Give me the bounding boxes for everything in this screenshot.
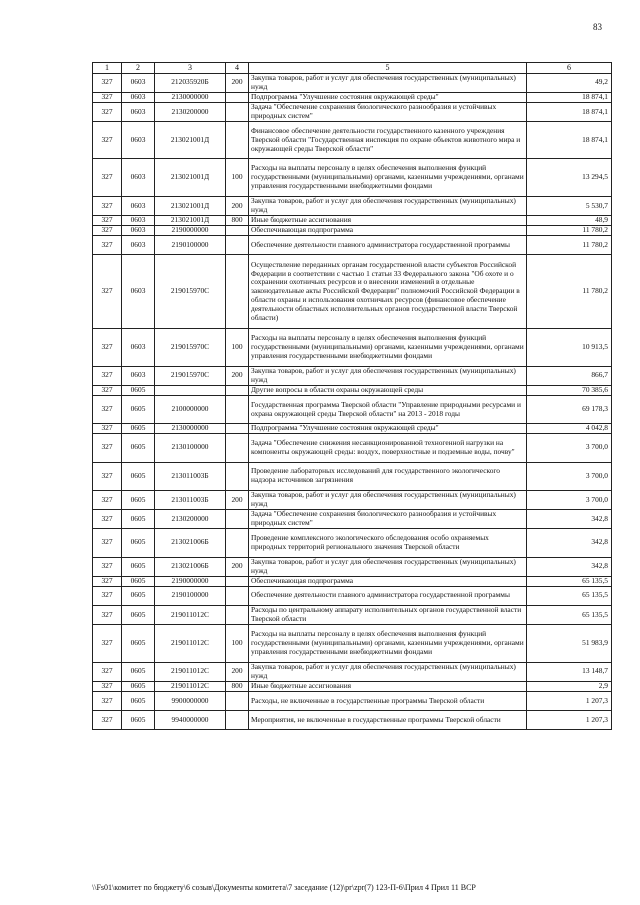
col-amount: 65 135,5 (527, 586, 612, 605)
col-section: 0605 (122, 510, 155, 529)
col-section: 0605 (122, 462, 155, 490)
col-target-article: 219015970С (155, 255, 226, 329)
table-row (93, 691, 612, 710)
col-amount: 18 874,1 (527, 92, 612, 102)
col-amount: 10 913,5 (527, 329, 612, 366)
col-amount: 70 385,6 (527, 385, 612, 395)
col-chapter: 327 (93, 102, 122, 121)
col-expense-type (226, 92, 249, 102)
col-chapter: 327 (93, 92, 122, 102)
table-row (93, 510, 612, 529)
col-expense-type (226, 529, 249, 557)
col-section: 0605 (122, 711, 155, 730)
col-chapter: 327 (93, 434, 122, 462)
col-section: 0605 (122, 557, 155, 576)
col-target-article (155, 385, 226, 395)
col-expense-type (226, 385, 249, 395)
col-amount: 4 042,8 (527, 424, 612, 434)
table-row (93, 92, 612, 102)
col-expense-type (226, 395, 249, 423)
table-row (93, 196, 612, 215)
col-chapter: 327 (93, 557, 122, 576)
col-expense-type: 100 (226, 625, 249, 662)
footer-path: \\Fs01\комитет по бюджету\6 созыв\Документы комитета\7 заседание (12)\pr\zpr(7) 123-П-6\Прил 4 Прил 11 ВСР (92, 883, 476, 892)
col-section: 0603 (122, 226, 155, 236)
col-amount: 2,9 (527, 681, 612, 691)
col-chapter: 327 (93, 576, 122, 586)
col-chapter: 327 (93, 196, 122, 215)
col-target-article: 213021001Д (155, 159, 226, 196)
col-expense-type: 200 (226, 490, 249, 509)
col-expense-type (226, 711, 249, 730)
col-expense-type (226, 122, 249, 159)
col-section: 0605 (122, 586, 155, 605)
table-row (93, 236, 612, 255)
table-row (93, 462, 612, 490)
col-chapter: 327 (93, 424, 122, 434)
col-header-3: 3 (155, 63, 226, 74)
col-name: Иные бюджетные ассигнования (249, 216, 527, 226)
col-name: Расходы по центральному аппарату исполнительных органов государственной власти Тверской области (249, 606, 527, 625)
col-chapter: 327 (93, 625, 122, 662)
table-row (93, 529, 612, 557)
col-section: 0603 (122, 196, 155, 215)
table-row (93, 681, 612, 691)
table-row (93, 625, 612, 662)
page-number: 83 (593, 22, 602, 32)
col-name: Закупка товаров, работ и услуг для обеспечения государственных (муниципальных) нужд (249, 557, 527, 576)
table-row (93, 122, 612, 159)
col-expense-type (226, 586, 249, 605)
col-expense-type: 200 (226, 662, 249, 681)
col-section: 0605 (122, 625, 155, 662)
col-name: Задача "Обеспечение снижения несанкционированной техногенной нагрузки на компоненты окружающей среды: воздух, поверхностные и подземные воды, почву" (249, 434, 527, 462)
col-amount: 13 148,7 (527, 662, 612, 681)
col-chapter: 327 (93, 122, 122, 159)
col-chapter: 327 (93, 159, 122, 196)
col-amount: 48,9 (527, 216, 612, 226)
col-chapter: 327 (93, 395, 122, 423)
col-name: Закупка товаров, работ и услуг для обеспечения государственных (муниципальных) нужд (249, 73, 527, 92)
col-name: Проведение комплексного экологического обследования особо охраняемых природных территорий регионального значения Тверской области (249, 529, 527, 557)
table-row (93, 385, 612, 395)
col-expense-type: 200 (226, 73, 249, 92)
col-expense-type: 800 (226, 681, 249, 691)
col-expense-type (226, 691, 249, 710)
col-section: 0605 (122, 576, 155, 586)
col-expense-type (226, 102, 249, 121)
col-target-article: 2190100000 (155, 236, 226, 255)
col-expense-type (226, 434, 249, 462)
col-amount: 69 178,3 (527, 395, 612, 423)
col-name: Задача "Обеспечение сохранения биологического разнообразия и устойчивых природных систем" (249, 102, 527, 121)
col-chapter: 327 (93, 691, 122, 710)
table-row (93, 73, 612, 92)
col-name: Подпрограмма "Улучшение состояния окружающей среды" (249, 92, 527, 102)
col-amount: 13 294,5 (527, 159, 612, 196)
col-amount: 11 780,2 (527, 255, 612, 329)
table-row (93, 102, 612, 121)
col-chapter: 327 (93, 586, 122, 605)
col-section: 0603 (122, 159, 155, 196)
col-name: Осуществление переданных органам государственной власти субъектов Российской Федерации в соответствии с частью 1 статьи 33 Федерального закона "Об охоте и о сохранении охотничьих ресурсов и о внесении изменений в отдельные законодательные акты Российской Федерации" полномочий Российской Федерации в области охраны и использования охотничьих ресурсов (финансовое обеспечение деятельности областных исполнительных органов государственной власти Тверской области) (249, 255, 527, 329)
col-section: 0605 (122, 606, 155, 625)
col-name: Расходы на выплаты персоналу в целях обеспечения выполнения функций государственными (муниципальными) органами, казенными учреждениями, органами управления государственными внебюджетными фондами (249, 625, 527, 662)
table-row (93, 557, 612, 576)
col-section: 0603 (122, 122, 155, 159)
col-target-article: 219015970С (155, 366, 226, 385)
col-section: 0605 (122, 424, 155, 434)
col-section: 0605 (122, 395, 155, 423)
col-expense-type (226, 606, 249, 625)
col-name: Обеспечивающая подпрограмма (249, 576, 527, 586)
col-section: 0605 (122, 490, 155, 509)
col-amount: 11 780,2 (527, 226, 612, 236)
col-chapter: 327 (93, 255, 122, 329)
col-name: Закупка товаров, работ и услуг для обеспечения государственных (муниципальных) нужд (249, 366, 527, 385)
col-target-article: 2130200000 (155, 102, 226, 121)
col-name: Обеспечение деятельности главного администратора государственной программы (249, 236, 527, 255)
col-target-article: 219011012С (155, 606, 226, 625)
col-name: Расходы на выплаты персоналу в целях обеспечения выполнения функций государственными (муниципальными) органами, казенными учреждениями, органами управления государственными внебюджетными фондами (249, 159, 527, 196)
col-target-article: 219015970С (155, 329, 226, 366)
col-section: 0605 (122, 385, 155, 395)
col-amount: 1 207,3 (527, 711, 612, 730)
col-header-4: 4 (226, 63, 249, 74)
col-section: 0603 (122, 255, 155, 329)
col-amount: 1 207,3 (527, 691, 612, 710)
table-row (93, 329, 612, 366)
col-section: 0605 (122, 434, 155, 462)
col-expense-type (226, 226, 249, 236)
col-name: Финансовое обеспечение деятельности государственного казенного учреждения Тверской области "Государственная инспекция по охране объектов животного мира и окружающей среды Тверской области" (249, 122, 527, 159)
col-amount: 18 874,1 (527, 102, 612, 121)
col-chapter: 327 (93, 226, 122, 236)
col-expense-type (226, 255, 249, 329)
col-section: 0603 (122, 73, 155, 92)
col-section: 0603 (122, 92, 155, 102)
col-chapter: 327 (93, 216, 122, 226)
table-row (93, 711, 612, 730)
col-section: 0605 (122, 691, 155, 710)
col-chapter: 327 (93, 73, 122, 92)
col-section: 0603 (122, 236, 155, 255)
col-expense-type: 100 (226, 159, 249, 196)
col-target-article: 2190000000 (155, 226, 226, 236)
col-expense-type: 800 (226, 216, 249, 226)
col-chapter: 327 (93, 606, 122, 625)
col-amount: 866,7 (527, 366, 612, 385)
col-name: Расходы на выплаты персоналу в целях обеспечения выполнения функций государственными (муниципальными) органами, казенными учреждениями, органами управления государственными внебюджетными фондами (249, 329, 527, 366)
col-chapter: 327 (93, 236, 122, 255)
col-amount: 3 700,0 (527, 490, 612, 509)
table-row (93, 434, 612, 462)
col-section: 0603 (122, 102, 155, 121)
col-name: Проведение лабораторных исследований для государственного экологического надзора источников загрязнения (249, 462, 527, 490)
col-target-article: 2190100000 (155, 586, 226, 605)
col-target-article: 213021001Д (155, 196, 226, 215)
col-name: Расходы, не включенные в государственные программы Тверской области (249, 691, 527, 710)
col-name: Закупка товаров, работ и услуг для обеспечения государственных (муниципальных) нужд (249, 490, 527, 509)
col-name: Иные бюджетные ассигнования (249, 681, 527, 691)
col-target-article: 9940000000 (155, 711, 226, 730)
col-target-article: 219011012С (155, 681, 226, 691)
header-row (93, 63, 612, 74)
col-target-article: 219011012С (155, 625, 226, 662)
col-expense-type (226, 462, 249, 490)
col-amount: 3 700,0 (527, 462, 612, 490)
col-expense-type (226, 576, 249, 586)
col-target-article: 213021006Б (155, 557, 226, 576)
col-chapter: 327 (93, 711, 122, 730)
col-chapter: 327 (93, 366, 122, 385)
table-row (93, 576, 612, 586)
col-name: Закупка товаров, работ и услуг для обеспечения государственных (муниципальных) нужд (249, 662, 527, 681)
col-header-1: 1 (93, 63, 122, 74)
col-target-article: 219011012С (155, 662, 226, 681)
col-target-article: 213021001Д (155, 122, 226, 159)
col-name: Государственная программа Тверской области "Управление природными ресурсами и охрана окружающей среды Тверской области" на 2013 - 2018 годы (249, 395, 527, 423)
col-amount: 342,8 (527, 510, 612, 529)
col-chapter: 327 (93, 490, 122, 509)
col-expense-type: 200 (226, 196, 249, 215)
col-name: Подпрограмма "Улучшение состояния окружающей среды" (249, 424, 527, 434)
table-row (93, 159, 612, 196)
col-header-2: 2 (122, 63, 155, 74)
table-row (93, 586, 612, 605)
col-name: Задача "Обеспечение сохранения биологического разнообразия и устойчивых природных систем" (249, 510, 527, 529)
col-target-article: 2130000000 (155, 424, 226, 434)
col-amount: 49,2 (527, 73, 612, 92)
col-section: 0603 (122, 329, 155, 366)
col-amount: 342,8 (527, 557, 612, 576)
col-chapter: 327 (93, 529, 122, 557)
table-row (93, 662, 612, 681)
table-row (93, 366, 612, 385)
col-expense-type: 200 (226, 366, 249, 385)
col-target-article: 2130200000 (155, 510, 226, 529)
col-chapter: 327 (93, 385, 122, 395)
col-header-5: 5 (249, 63, 527, 74)
col-expense-type: 200 (226, 557, 249, 576)
col-amount: 51 983,9 (527, 625, 612, 662)
col-amount: 3 700,0 (527, 434, 612, 462)
table-body (93, 73, 612, 730)
col-expense-type (226, 510, 249, 529)
col-target-article: 213021001Д (155, 216, 226, 226)
col-chapter: 327 (93, 329, 122, 366)
col-amount: 65 135,5 (527, 576, 612, 586)
col-amount: 5 530,7 (527, 196, 612, 215)
table-row (93, 255, 612, 329)
table-row (93, 226, 612, 236)
col-target-article: 2100000000 (155, 395, 226, 423)
col-target-article: 213011003Б (155, 490, 226, 509)
table-row (93, 606, 612, 625)
table-row (93, 395, 612, 423)
col-name: Другие вопросы в области охраны окружающей среды (249, 385, 527, 395)
table-row (93, 424, 612, 434)
col-name: Закупка товаров, работ и услуг для обеспечения государственных (муниципальных) нужд (249, 196, 527, 215)
col-section: 0605 (122, 529, 155, 557)
col-chapter: 327 (93, 510, 122, 529)
col-target-article: 2130000000 (155, 92, 226, 102)
col-expense-type (226, 236, 249, 255)
col-target-article: 2190000000 (155, 576, 226, 586)
col-section: 0605 (122, 662, 155, 681)
col-amount: 18 874,1 (527, 122, 612, 159)
col-name: Обеспечение деятельности главного администратора государственной программы (249, 586, 527, 605)
table-row (93, 216, 612, 226)
col-target-article: 213021006Б (155, 529, 226, 557)
col-expense-type (226, 424, 249, 434)
col-expense-type: 100 (226, 329, 249, 366)
table-row (93, 490, 612, 509)
col-amount: 65 135,5 (527, 606, 612, 625)
col-amount: 342,8 (527, 529, 612, 557)
col-chapter: 327 (93, 662, 122, 681)
col-section: 0603 (122, 216, 155, 226)
col-target-article: 213011003Б (155, 462, 226, 490)
col-chapter: 327 (93, 681, 122, 691)
col-header-6: 6 (527, 63, 612, 74)
budget-table (92, 62, 612, 730)
col-section: 0605 (122, 681, 155, 691)
col-section: 0603 (122, 366, 155, 385)
col-target-article: 2130100000 (155, 434, 226, 462)
col-amount: 11 780,2 (527, 236, 612, 255)
col-name: Мероприятия, не включенные в государственные программы Тверской области (249, 711, 527, 730)
col-chapter: 327 (93, 462, 122, 490)
col-name: Обеспечивающая подпрограмма (249, 226, 527, 236)
col-target-article: 212035920Б (155, 73, 226, 92)
col-target-article: 9900000000 (155, 691, 226, 710)
